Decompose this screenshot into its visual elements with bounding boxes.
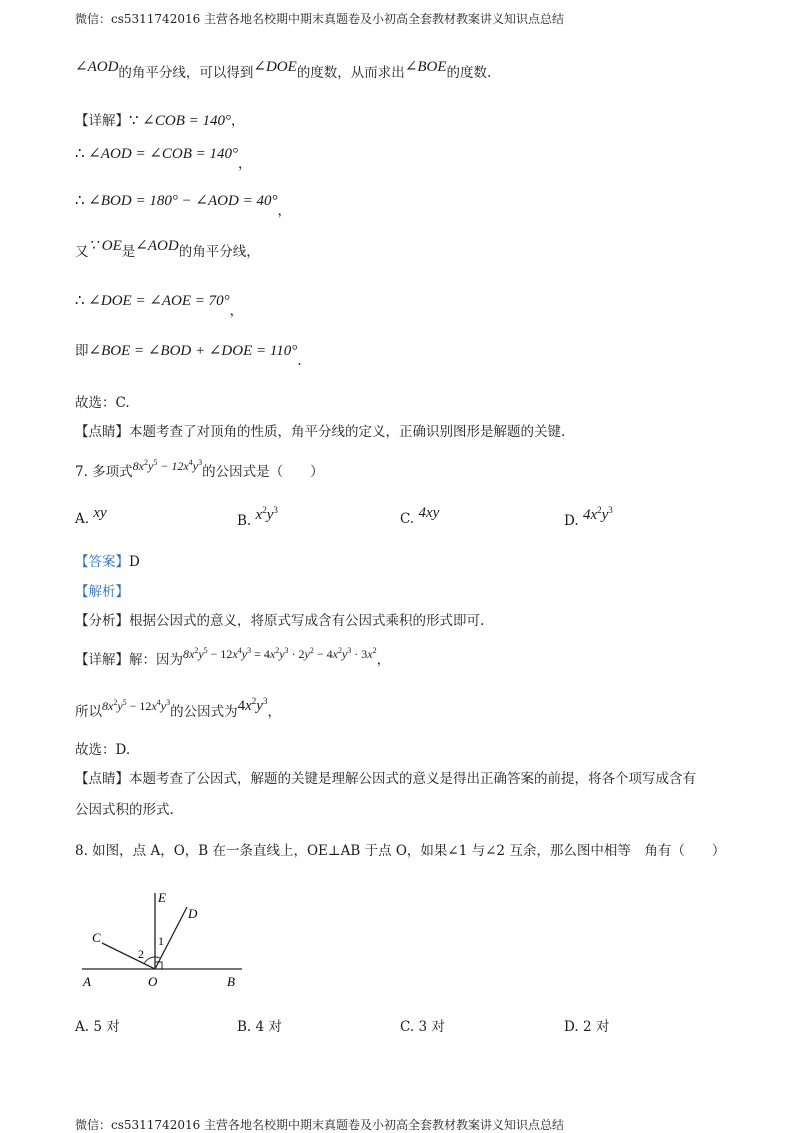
q7-polynomial (133, 458, 202, 474)
math-expression: ∠DOE = ∠AOE = 70° (88, 293, 230, 309)
q7-comment (75, 770, 696, 788)
detail-label: 【详解】 (75, 652, 129, 668)
math-expression: ∵ OE (88, 238, 122, 254)
q8-option-d[interactable] (564, 1015, 609, 1035)
label-d: D (188, 906, 198, 921)
math-angle-doe: ∠DOE (253, 59, 297, 75)
math-angle-boe: ∠BOE (404, 59, 447, 75)
option-math: 4x (582, 507, 598, 523)
math-exponent: 3 (198, 458, 203, 467)
q6-intro (75, 59, 492, 82)
option-letter: D. (564, 513, 579, 529)
option-letter: A. (75, 1019, 90, 1035)
math-exponent: 2 (597, 505, 602, 515)
detail-label: 【详解】 (75, 113, 129, 129)
text: 所以 (75, 704, 102, 720)
option-letter: C. (400, 1019, 415, 1035)
q7-so-gcf: $4x^2y^3$ (237, 696, 268, 714)
option-letter: B. (237, 513, 252, 529)
option-math: y (266, 507, 274, 523)
option-math: xy (93, 505, 107, 521)
label-o: O (148, 974, 158, 989)
q6-detail-line6 (75, 342, 302, 369)
question-number: 7. 多项式 (75, 464, 133, 480)
q7-detail-equation: $8x^2y^5 - 12x^4y^3 = 4x^2y^3 \cdot 2y^2 - 4x^2y^3 \cdot 3x^2$ (183, 646, 377, 661)
q7-option-d[interactable] (564, 505, 613, 530)
angle-2-arc (144, 957, 155, 964)
fenxi-text: 根据公因式的意义，将原式写成含有公因式乘积的形式即可. (129, 613, 485, 629)
label-angle-2: 2 (138, 947, 144, 961)
because-symbol: ∵ (129, 113, 143, 129)
q6-intro-text: 的度数，从而求出 (296, 65, 405, 81)
question-tail: 的公因式是（ ） (202, 464, 324, 480)
fenxi-label: 【分析】 (75, 613, 129, 629)
q8-option-a[interactable] (75, 1015, 120, 1035)
label-e: E (158, 890, 166, 905)
option-math: 4xy (418, 505, 440, 521)
comment-text: 本题考查了对顶角的性质，角平分线的定义，正确识别图形是解题的关键. (129, 424, 566, 440)
math-expression: ∠COB = 140° (142, 113, 231, 129)
option-letter: C. (400, 511, 415, 527)
option-text: 2 对 (582, 1019, 610, 1035)
q8-option-b[interactable] (237, 1015, 282, 1035)
option-math: y (601, 507, 609, 523)
page-footer: 微信：cs5311742016 主营各地名校期中期末真题卷及小初高全套教材教案讲义知识点总结 (75, 1118, 565, 1132)
q7-fenxi (75, 612, 484, 630)
label-angle-1: 1 (158, 934, 164, 948)
label-b: B (227, 974, 235, 989)
q7-option-b[interactable] (237, 505, 278, 530)
q7-choice: 故选：D. (75, 742, 131, 758)
math-exponent: 5 (153, 458, 158, 467)
q7-answer (75, 553, 140, 571)
q6-detail-line5 (75, 292, 244, 319)
q7-option-c[interactable] (400, 505, 440, 528)
text: 是 (121, 244, 136, 260)
option-text: 5 对 (93, 1019, 120, 1035)
math-expression: ∠BOE = ∠BOD + ∠DOE = 110° (88, 343, 298, 359)
q6-choice: 故选：C. (75, 395, 130, 411)
therefore-symbol: ∴ (75, 293, 89, 309)
math-exponent: 2 (144, 458, 148, 467)
q7-comment-line2: 公因式积的形式. (75, 802, 174, 818)
math-angle-aod: ∠AOD (75, 59, 119, 75)
punct: ， (267, 704, 281, 720)
label-a: A (83, 974, 91, 989)
math-expression: ∠BOD = 180° − ∠AOD = 40° (88, 193, 278, 209)
math-exponent: 3 (608, 505, 613, 515)
punct: ， (277, 203, 291, 219)
comment-label: 【点睛】 (75, 424, 129, 440)
comment-text: 本题考查了公因式，解题的关键是理解公因式的意义是得出正确答案的前提，将各个项写成含有 (129, 771, 696, 787)
math-angle-aod: ∠AOD (135, 238, 179, 254)
answer-label: 【答案】 (75, 554, 129, 570)
option-text: 4 对 (255, 1019, 282, 1035)
q7-option-a[interactable] (75, 505, 107, 528)
math-exponent: 2 (262, 505, 267, 515)
option-letter: A. (75, 511, 90, 527)
math-term: 8x (132, 459, 144, 473)
q6-detail-line3 (75, 192, 291, 219)
math-term: y (148, 459, 154, 473)
therefore-symbol: ∴ (75, 193, 89, 209)
option-math: x (255, 507, 263, 523)
text: 的公因式为 (170, 704, 238, 720)
q7-so (75, 698, 281, 721)
answer-value: D (129, 554, 140, 570)
text: 解：因为 (129, 652, 183, 668)
comment-label: 【点睛】 (75, 771, 129, 787)
math-expression: ∠AOD = ∠COB = 140° (88, 146, 239, 162)
q7-detail (75, 648, 390, 669)
punct: ， (376, 652, 391, 668)
q7-analysis-label: 【解析】 (75, 584, 129, 600)
q7-question (75, 460, 324, 481)
math-term: − 12x (157, 459, 189, 473)
q6-detail-line2 (75, 145, 252, 172)
math-exponent: 4 (188, 458, 193, 467)
text: 的角平分线， (178, 244, 260, 260)
option-letter: B. (237, 1019, 252, 1035)
text: 即 (75, 343, 89, 359)
q8-question: 8. 如图，点 A，O，B 在一条直线上，OE⊥AB 于点 O，如果∠1 与∠2 互余，那么图中相等 角有（ ） (75, 843, 726, 859)
therefore-symbol: ∴ (75, 146, 89, 162)
math-term: y (192, 459, 199, 473)
ray-oc (102, 943, 155, 969)
q6-intro-text: 的度数. (446, 65, 492, 81)
math-exponent: 3 (273, 505, 278, 515)
q7-so-polynomial: $8x^2y^5 - 12x^4y^3$ (102, 698, 171, 713)
q8-geometry-figure (80, 885, 250, 995)
option-text: 3 对 (418, 1019, 445, 1035)
punct: ， (238, 156, 252, 172)
angle-1-arc (155, 957, 160, 958)
q8-option-c[interactable] (400, 1015, 445, 1035)
punct: ， (231, 113, 245, 129)
q6-intro-text: 的角平分线，可以得到 (118, 65, 254, 81)
text: 又 (75, 244, 89, 260)
q6-detail-line4 (75, 238, 260, 261)
punct: . (297, 353, 302, 369)
q6-detail-line1 (75, 112, 245, 130)
option-letter: D. (564, 1019, 579, 1035)
page-header: 微信：cs5311742016 主营各地名校期中期末真题卷及小初高全套教材教案讲义知识点总结 (75, 12, 565, 26)
punct: ， (229, 303, 244, 319)
label-c: C (92, 930, 101, 945)
q6-comment (75, 423, 565, 441)
